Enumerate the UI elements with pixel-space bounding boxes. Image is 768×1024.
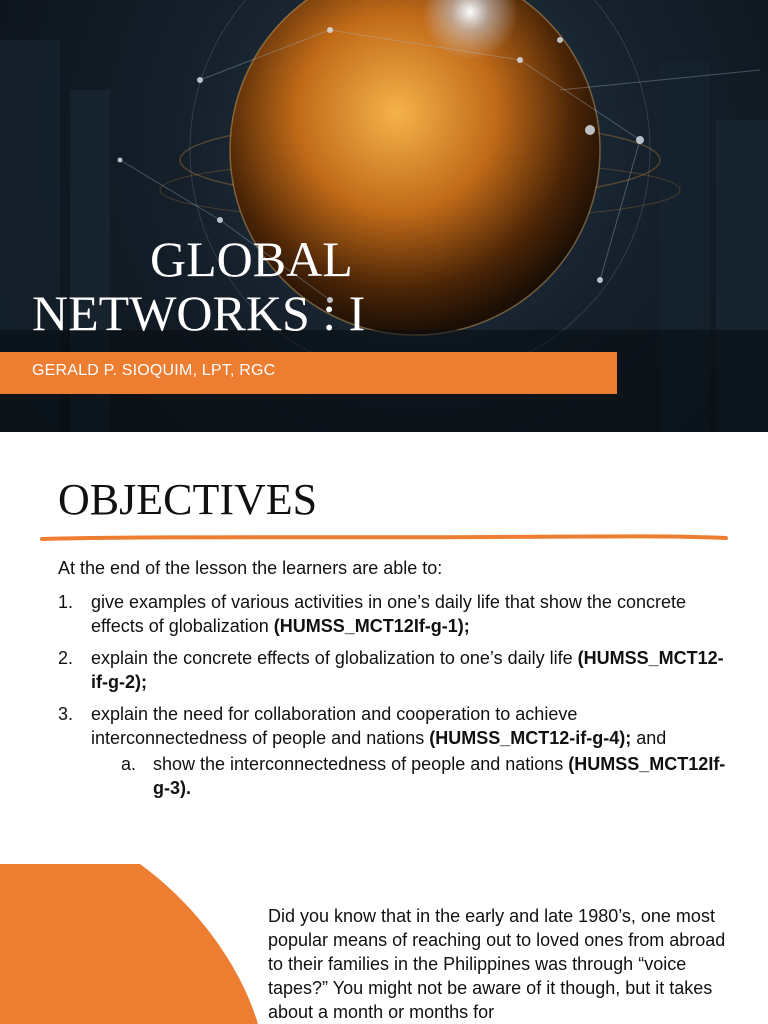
competency-code: (HUMSS_MCT12-if-g-4);: [429, 728, 632, 748]
list-item-text: explain the need for collaboration and cooperation to achieve interconnectedness of people and nations: [91, 704, 578, 748]
title-line-1: GLOBAL: [150, 231, 353, 287]
objectives-title: OBJECTIVES: [58, 475, 318, 524]
sub-list-item: [91, 752, 738, 800]
orange-curve-shape: [0, 864, 260, 1024]
list-item-trailing-text: and: [631, 728, 667, 748]
title-line-2: NETWORKS : I: [32, 285, 366, 341]
list-item-number: 3.: [58, 704, 74, 724]
sub-list-item-letter: a.: [121, 754, 137, 774]
list-item-text: explain the concrete effects of globalization to one’s daily life: [91, 648, 578, 668]
list-item: [58, 702, 738, 800]
list-item: [58, 590, 738, 638]
competency-code: (HUMSS_MCT12If-g-3).: [153, 754, 726, 798]
list-item-text: give examples of various activities in one’s daily life that show the concrete effects of globalization: [91, 592, 686, 636]
competency-code: (HUMSS_MCT12-if-g-2);: [91, 648, 724, 692]
list-item-number: 2.: [58, 648, 74, 668]
author-name: GERALD P. SIOQUIM, LPT, RGC: [32, 362, 276, 379]
objectives-intro: At the end of the lesson the learners are able to:: [58, 558, 443, 578]
voice-tapes-paragraph: Did you know that in the early and late 1980’s, one most popular means of reaching out to loved ones from abroad to their families in the Philippines was through “voice tapes?” You might not be aware of it though, but it takes about a month or months for: [268, 906, 726, 1022]
slide-title: [32, 232, 452, 340]
objectives-list: [58, 590, 738, 808]
list-item: [58, 646, 738, 694]
title-underline: [40, 532, 730, 544]
list-item-number: 1.: [58, 592, 74, 612]
voice-tapes-slide: [0, 864, 768, 1024]
competency-code: (HUMSS_MCT12If-g-1);: [273, 616, 470, 636]
title-slide: [0, 0, 768, 432]
objectives-slide: [0, 432, 768, 864]
author-band: [0, 352, 617, 394]
sub-list-item-text: show the interconnectedness of people and nations: [153, 754, 569, 774]
